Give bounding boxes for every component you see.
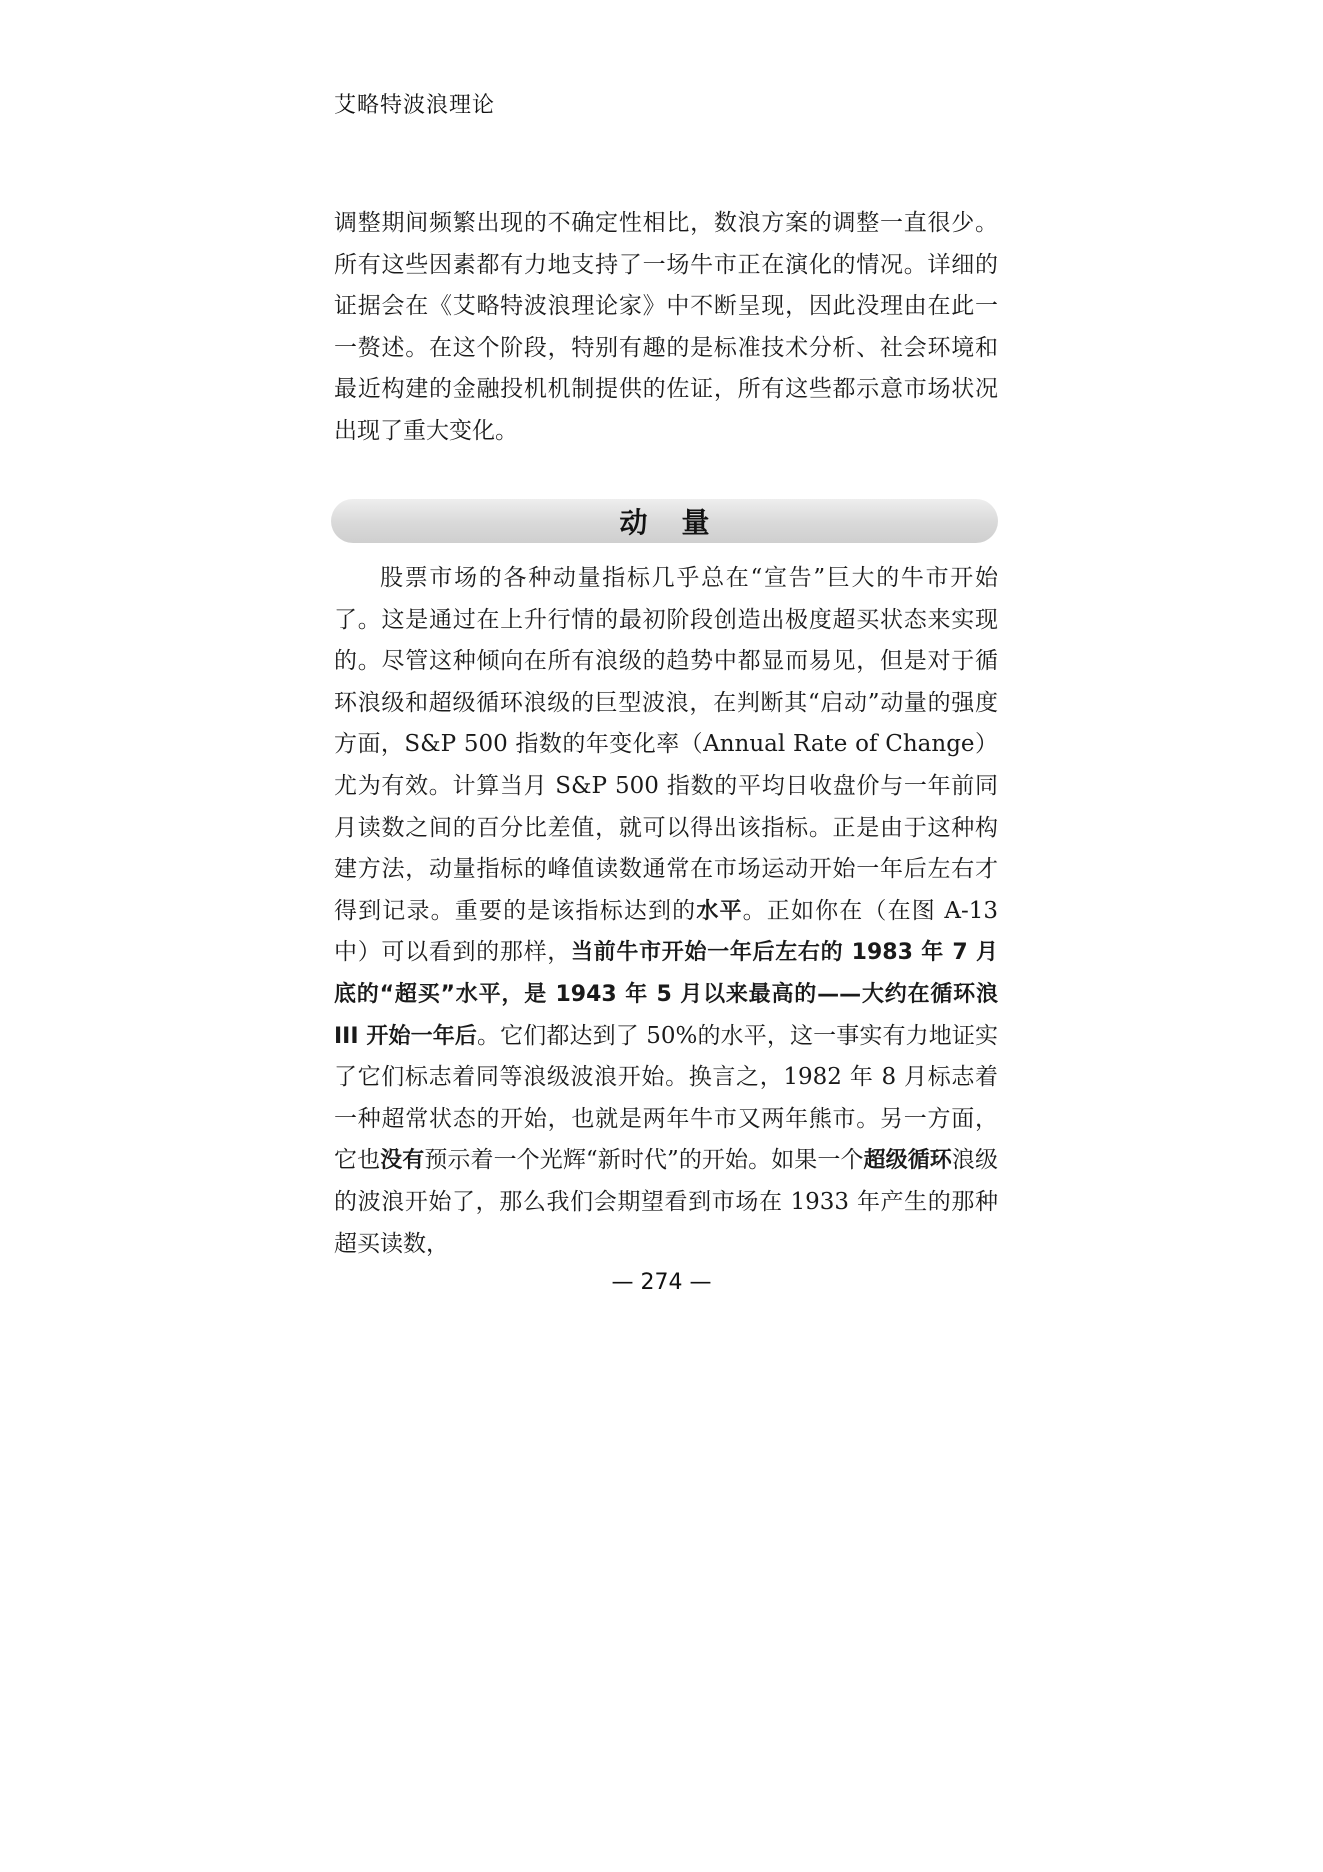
emphasis-text: 水平 [696, 898, 743, 924]
paragraph-main [334, 558, 998, 1265]
paragraph-text: 预示着一个光辉“新时代”的开始。如果一个 [424, 1147, 864, 1174]
paragraph-text: 。它们都达到了 50%的水平，这一事实有力地证实了它们标志着同等浪级波浪开始。换言之，1982 年 8 月标志着一种超常状态的开始，也就是两年牛市又两年熊市。另一方面，它也 [334, 1022, 999, 1174]
paragraph-text: 浪级的波浪开始了，那么我们会期望看到市场在 1933 年产生的那种超买读数， [334, 1147, 998, 1257]
running-header-title: 艾略特波浪理论 [334, 93, 496, 118]
emphasis-text: 超级循环 [863, 1148, 952, 1174]
paragraph-top: 调整期间频繁出现的不确定性相比，数浪方案的调整一直很少。所有这些因素都有力地支持了一场牛市正在演化的情况。详细的证据会在《艾略特波浪理论家》中不断呈现，因此没理由在此一一赘述。在这个阶段，特别有趣的是标准技术分析、社会环境和最近构建的金融投机机制提供的佐证，所有这些都示意市场状况出现了重大变化。 [334, 210, 998, 444]
section-title: 动量 [619, 506, 744, 539]
emphasis-text: 当前牛市开始一年后左右的 1983 年 7 月底的“超买”水平，是 1943 年 5 月以来最高的——大约在循环浪 III 开始一年后 [334, 940, 998, 1049]
section-heading-bar [331, 499, 998, 543]
page-number: — 274 — [611, 1270, 712, 1295]
emphasis-text: 没有 [380, 1148, 425, 1174]
paragraph-text: 。正如你在（在图 A-13 中）可以看到的那样， [334, 897, 998, 966]
paragraph-text: 股票市场的各种动量指标几乎总在“宣告”巨大的牛市开始了。这是通过在上升行情的最初阶段创造出极度超买状态来实现的。尽管这种倾向在所有浪级的趋势中都显而易见，但是对于循环浪级和超级循环浪级的巨型波浪，在判断其“启动”动量的强度方面，S&P 500 指数的年变化率（Annual Rate of Change）尤为有效。计算当月 S&P 500 指数的平均日收盘价与一年前同月读数之间的百分比差值，就可以得出该指标。正是由于这种构建方法，动量指标的峰值读数通常在市场运动开始一年后左右才得到记录。重要的是该指标达到的 [334, 565, 998, 924]
